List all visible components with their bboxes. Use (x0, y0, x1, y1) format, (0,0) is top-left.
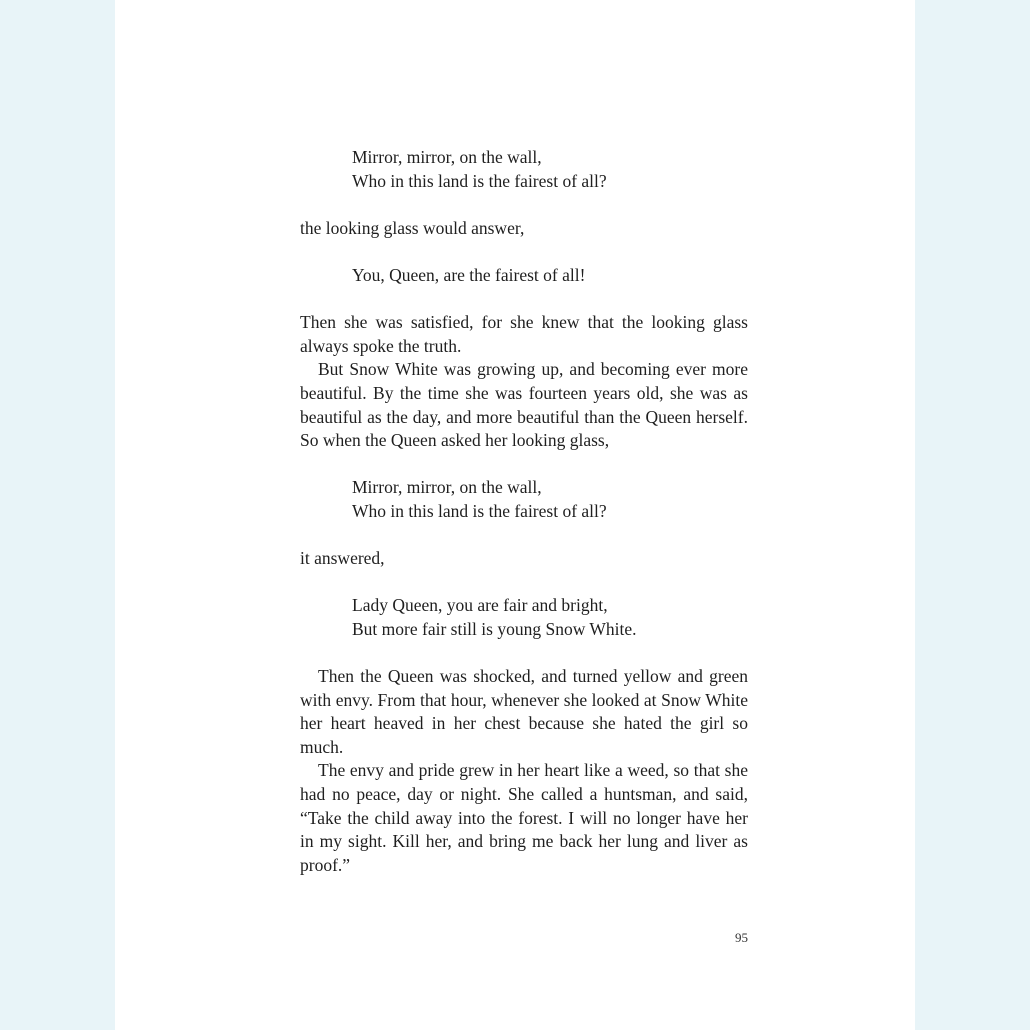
paragraph-envy-huntsman: The envy and pride grew in her heart like a weed, so that she had no peace, day or night. She called a huntsman, and said, “Take the child away into the forest. I will no longer have her in my sight. Kill her, and bring me back her lung and liver as proof.” (300, 760, 748, 875)
paragraph-looking-glass-answer: the looking glass would answer, (300, 217, 525, 238)
book-page (115, 0, 915, 1030)
verse-queen-fairest (300, 264, 748, 288)
verse-line: Who in this land is the fairest of all? (352, 500, 607, 521)
text-body (300, 146, 748, 877)
paragraph-snow-white-growing: But Snow White was growing up, and becoming ever more beautiful. By the time she was fourteen years old, she was as beautiful as the day, and more beautiful than the Queen herself. So when the Queen asked her looking glass, (300, 359, 748, 451)
paragraph-satisfied: Then she was satisfied, for she knew that the looking glass always spoke the truth. (300, 312, 748, 356)
paragraph-it-answered: it answered, (300, 548, 385, 569)
verse-line: But more fair still is young Snow White. (352, 618, 637, 639)
verse-mirror-question-2 (300, 476, 748, 523)
verse-line: Mirror, mirror, on the wall, (352, 477, 542, 498)
verse-line: Who in this land is the fairest of all? (352, 170, 607, 191)
verse-line: You, Queen, are the fairest of all! (352, 264, 586, 285)
verse-line: Lady Queen, you are fair and bright, (352, 595, 608, 616)
page-number: 95 (735, 930, 748, 945)
verse-line: Mirror, mirror, on the wall, (352, 147, 542, 167)
verse-snow-white-fairer (300, 594, 748, 641)
verse-mirror-question-1 (300, 146, 748, 193)
paragraph-queen-shocked: Then the Queen was shocked, and turned yellow and green with envy. From that hour, whenever she looked at Snow White her heart heaved in her chest because she hated the girl so much. (300, 666, 748, 757)
